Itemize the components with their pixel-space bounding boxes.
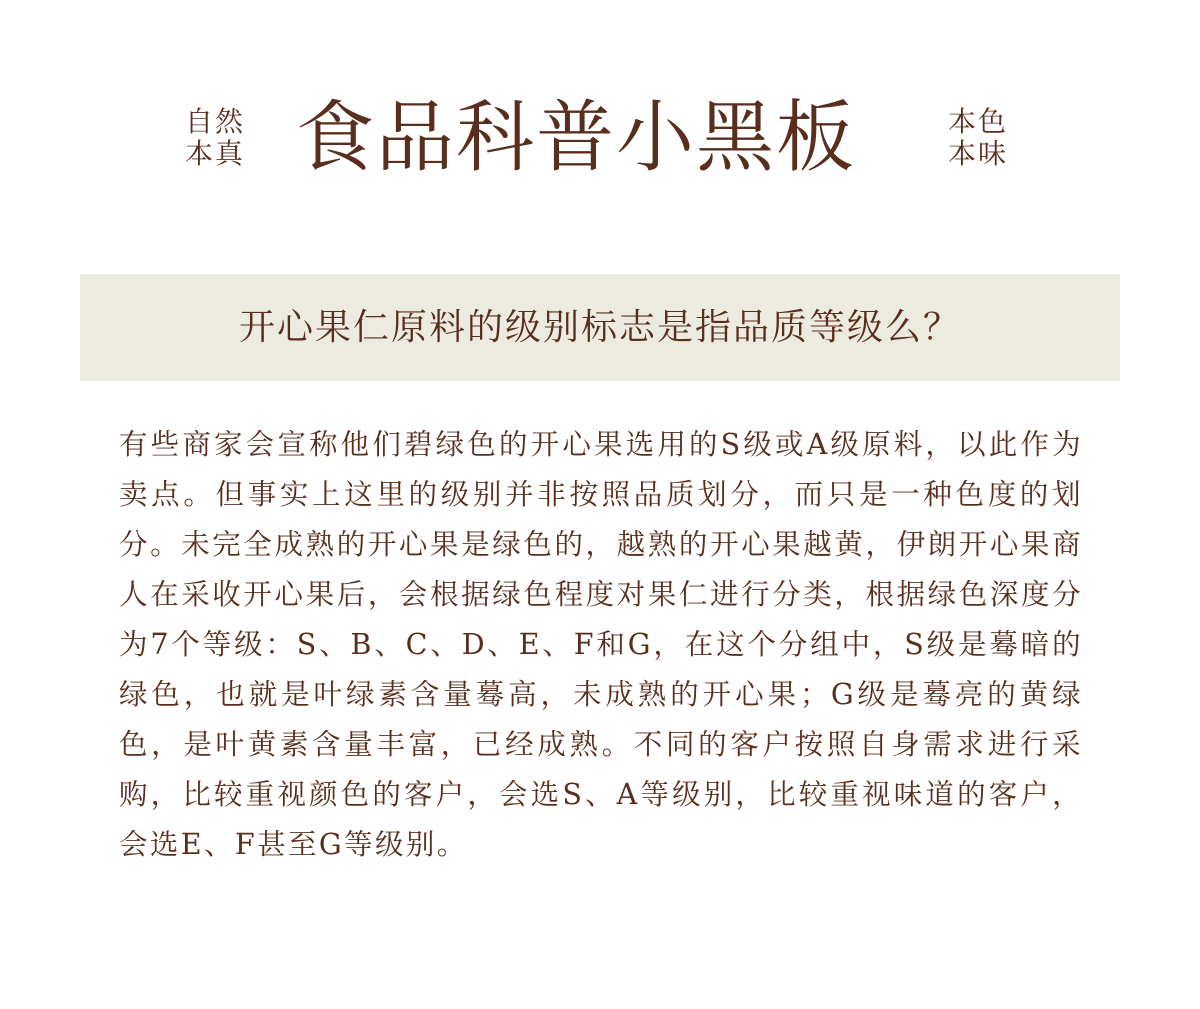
question-heading: 开心果仁原料的级别标志是指品质等级么？ [238,307,961,348]
right-tagline [948,106,1008,170]
right-tagline-line-1: 本色 [948,105,1009,138]
page-title: 食品科普小黑板 [296,93,857,183]
left-tagline-line-1: 自然 [185,105,246,138]
page-header [0,92,1200,192]
question-banner [80,274,1120,381]
left-tagline-line-2: 本真 [185,137,246,170]
left-tagline [185,106,245,170]
right-tagline-line-2: 本味 [948,137,1009,170]
article-paragraph: 有些商家会宣称他们碧绿色的开心果选用的S级或A级原料，以此作为卖点。但事实上这里的级别并非按照品质划分，而只是一种色度的划分。未完全成熟的开心果是绿色的，越熟的开心果越黄，伊朗开心果商人在采收开心果后，会根据绿色程度对果仁进行分类，根据绿色深度分为7个等级：S、B、C、D、E、F和G，在这个分组中，S级是蓦暗的绿色，也就是叶绿素含量蓦高，未成熟的开心果；G级是蓦亮的黄绿色，是叶黄素含量丰富，已经成熟。不同的客户按照自身需求进行采购，比较重视颜色的客户，会选S、A等级别，比较重视味道的客户，会选E、F甚至G等级别。 [119,428,1083,861]
